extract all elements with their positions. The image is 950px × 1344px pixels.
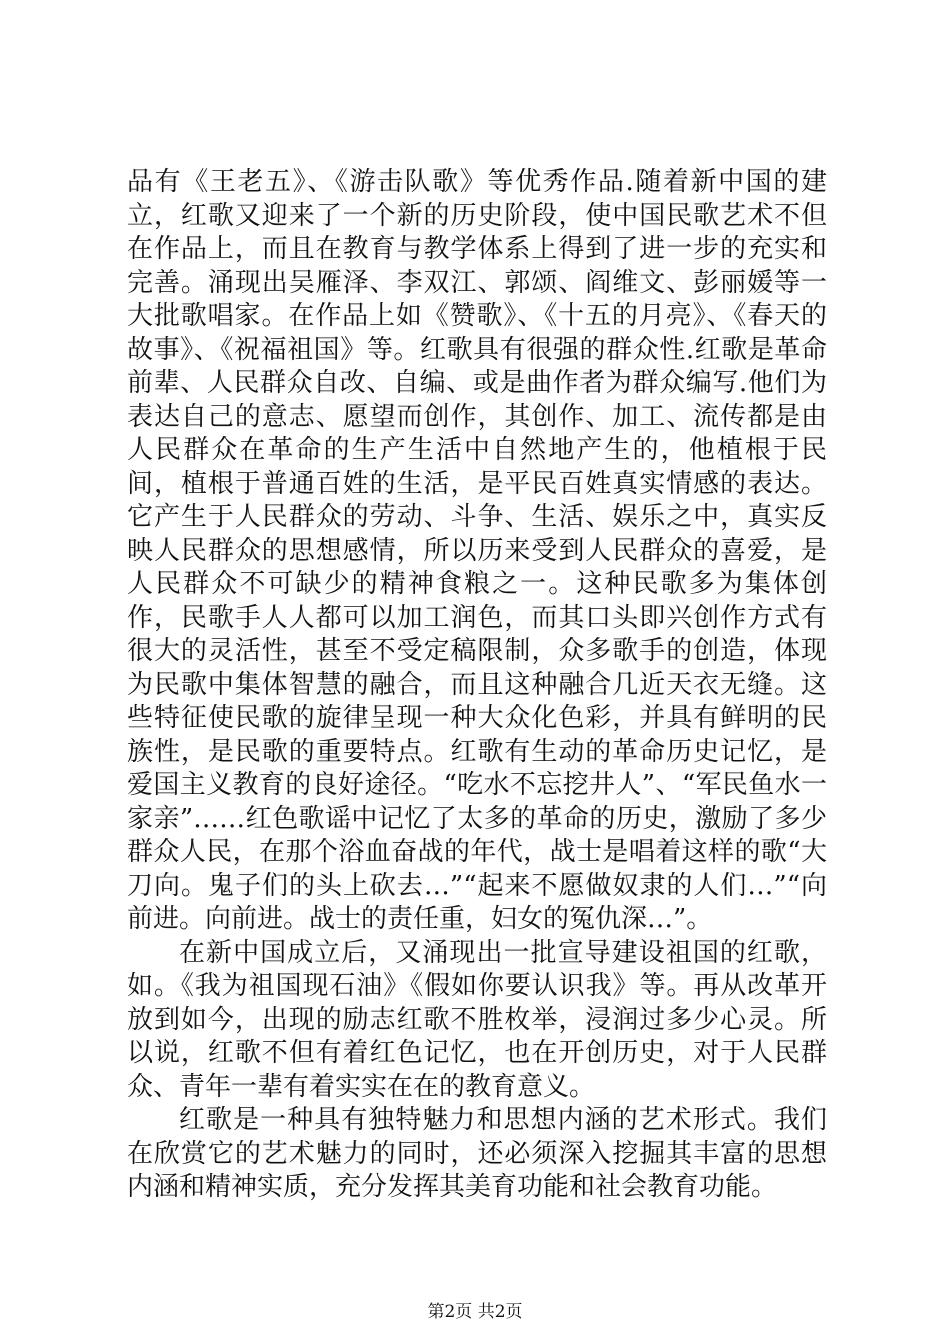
paragraph-1: 品有《王老五》、《游击队歌》等优秀作品.随着新中国的建立，红歌又迎来了一个新的历史阶段，使中国民歌艺术不但在作品上，而且在教育与教学体系上得到了进一步的充实和完善。涌现出吴雁泽、李双江、郭颂、阎维文、彭丽媛等一大批歌唱家。在作品上如《赞歌》、《十五的月亮》、《春天的故事》、《祝福祖国》等。红歌具有很强的群众性.红歌是革命前辈、人民群众自改、自编、或是曲作者为群众编写.他们为表达自己的意志、愿望而创作，其创作、加工、流传都是由人民群众在革命的生产生活中自然地产生的，他植根于民间，植根于普通百姓的生活，是平民百姓真实情感的表达。它产生于人民群众的劳动、斗争、生活、娱乐之中，真实反映人民群众的思想感情，所以历来受到人民群众的喜爱，是人民群众不可缺少的精神食粮之一。这种民歌多为集体创作，民歌手人人都可以加工润色，而其口头即兴创作方式有很大的灵活性，甚至不受定稿限制，众多歌手的创造，体现为民歌中集体智慧的融合，而且这种融合几近天衣无缝。这些特征使民歌的旋律呈现一种大众化色彩，并具有鲜明的民族性，是民歌的重要特点。红歌有生动的革命历史记忆，是爱国主义教育的良好途径。“吃水不忘挖井人”、“军民鱼水一家亲”……红色歌谣中记忆了太多的革命的历史，激励了多少群众人民，在那个浴血奋战的年代，战士是唱着这样的歌“大刀向。鬼子们的头上砍去…”“起来不愿做奴隶的人们…”“向前进。向前进。战士的责任重，妇女的冤仇深…”。 [127,167,827,934]
paragraph-2: 在新中国成立后，又涌现出一批宣导建设祖国的红歌，如。《我为祖国现石油》《假如你要认识我》等。再从改革开放到如今，出现的励志红歌不胜枚举，浸润过多少心灵。所以说，红歌不但有着红色记忆，也在开创历史，对于人民群众、青年一辈有着实实在在的教育意义。 [127,937,827,1102]
paragraph-3: 红歌是一种具有独特魅力和思想内涵的艺术形式。我们在欣赏它的艺术魅力的同时，还必须深入挖掘其丰富的思想内涵和精神实质，充分发挥其美育功能和社会教育功能。 [127,1105,827,1202]
page-footer: 第2页 共2页 [427,1302,523,1322]
document-body [127,166,827,1205]
